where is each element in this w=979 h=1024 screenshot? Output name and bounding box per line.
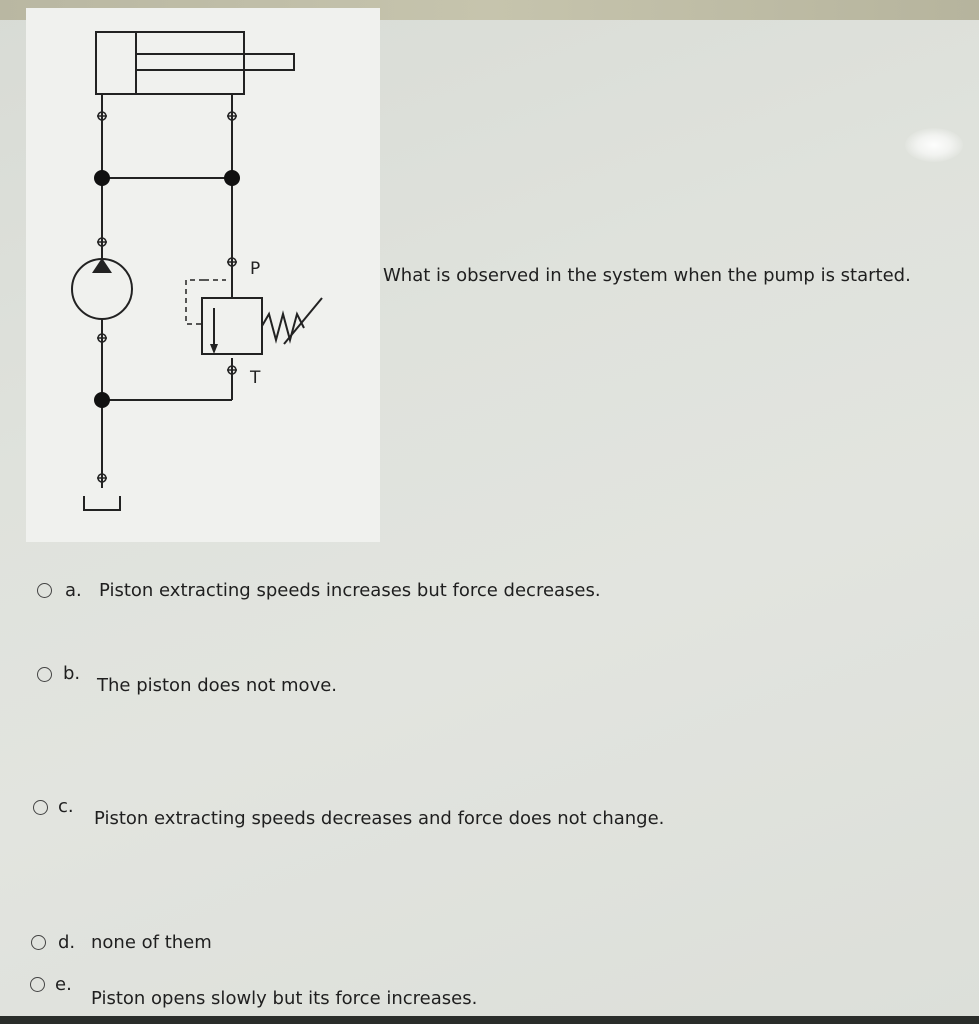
option-letter-b: b. xyxy=(63,663,81,684)
option-text-d[interactable]: none of them xyxy=(91,932,212,953)
radio-d[interactable] xyxy=(31,935,46,950)
option-letter-c: c. xyxy=(58,796,74,817)
junction-dot xyxy=(224,170,240,186)
screen-glare xyxy=(905,128,963,162)
circuit-svg xyxy=(26,8,380,542)
option-text-c[interactable]: Piston extracting speeds decreases and force does not change. xyxy=(94,808,665,829)
option-letter-d: d. xyxy=(58,932,76,953)
tank-symbol xyxy=(84,496,120,510)
option-text-e[interactable]: Piston opens slowly but its force increases. xyxy=(91,988,478,1009)
port-t-label: T xyxy=(250,368,261,388)
junction-dot xyxy=(94,392,110,408)
radio-b[interactable] xyxy=(37,667,52,682)
option-text-a[interactable]: Piston extracting speeds increases but force decreases. xyxy=(99,580,601,601)
radio-e[interactable] xyxy=(30,977,45,992)
bottom-border xyxy=(0,1016,979,1024)
radio-c[interactable] xyxy=(33,800,48,815)
radio-a[interactable] xyxy=(37,583,52,598)
port-p-label: P xyxy=(250,259,261,279)
option-letter-e: e. xyxy=(55,974,72,995)
option-letter-a: a. xyxy=(65,580,82,601)
question-text: What is observed in the system when the pump is started. xyxy=(383,265,911,286)
hydraulic-circuit-diagram xyxy=(26,8,380,542)
option-text-b[interactable]: The piston does not move. xyxy=(97,675,338,696)
cylinder-body xyxy=(96,32,244,94)
cylinder-rod xyxy=(136,54,294,70)
junction-dot xyxy=(94,170,110,186)
valve-arrow xyxy=(210,344,218,354)
